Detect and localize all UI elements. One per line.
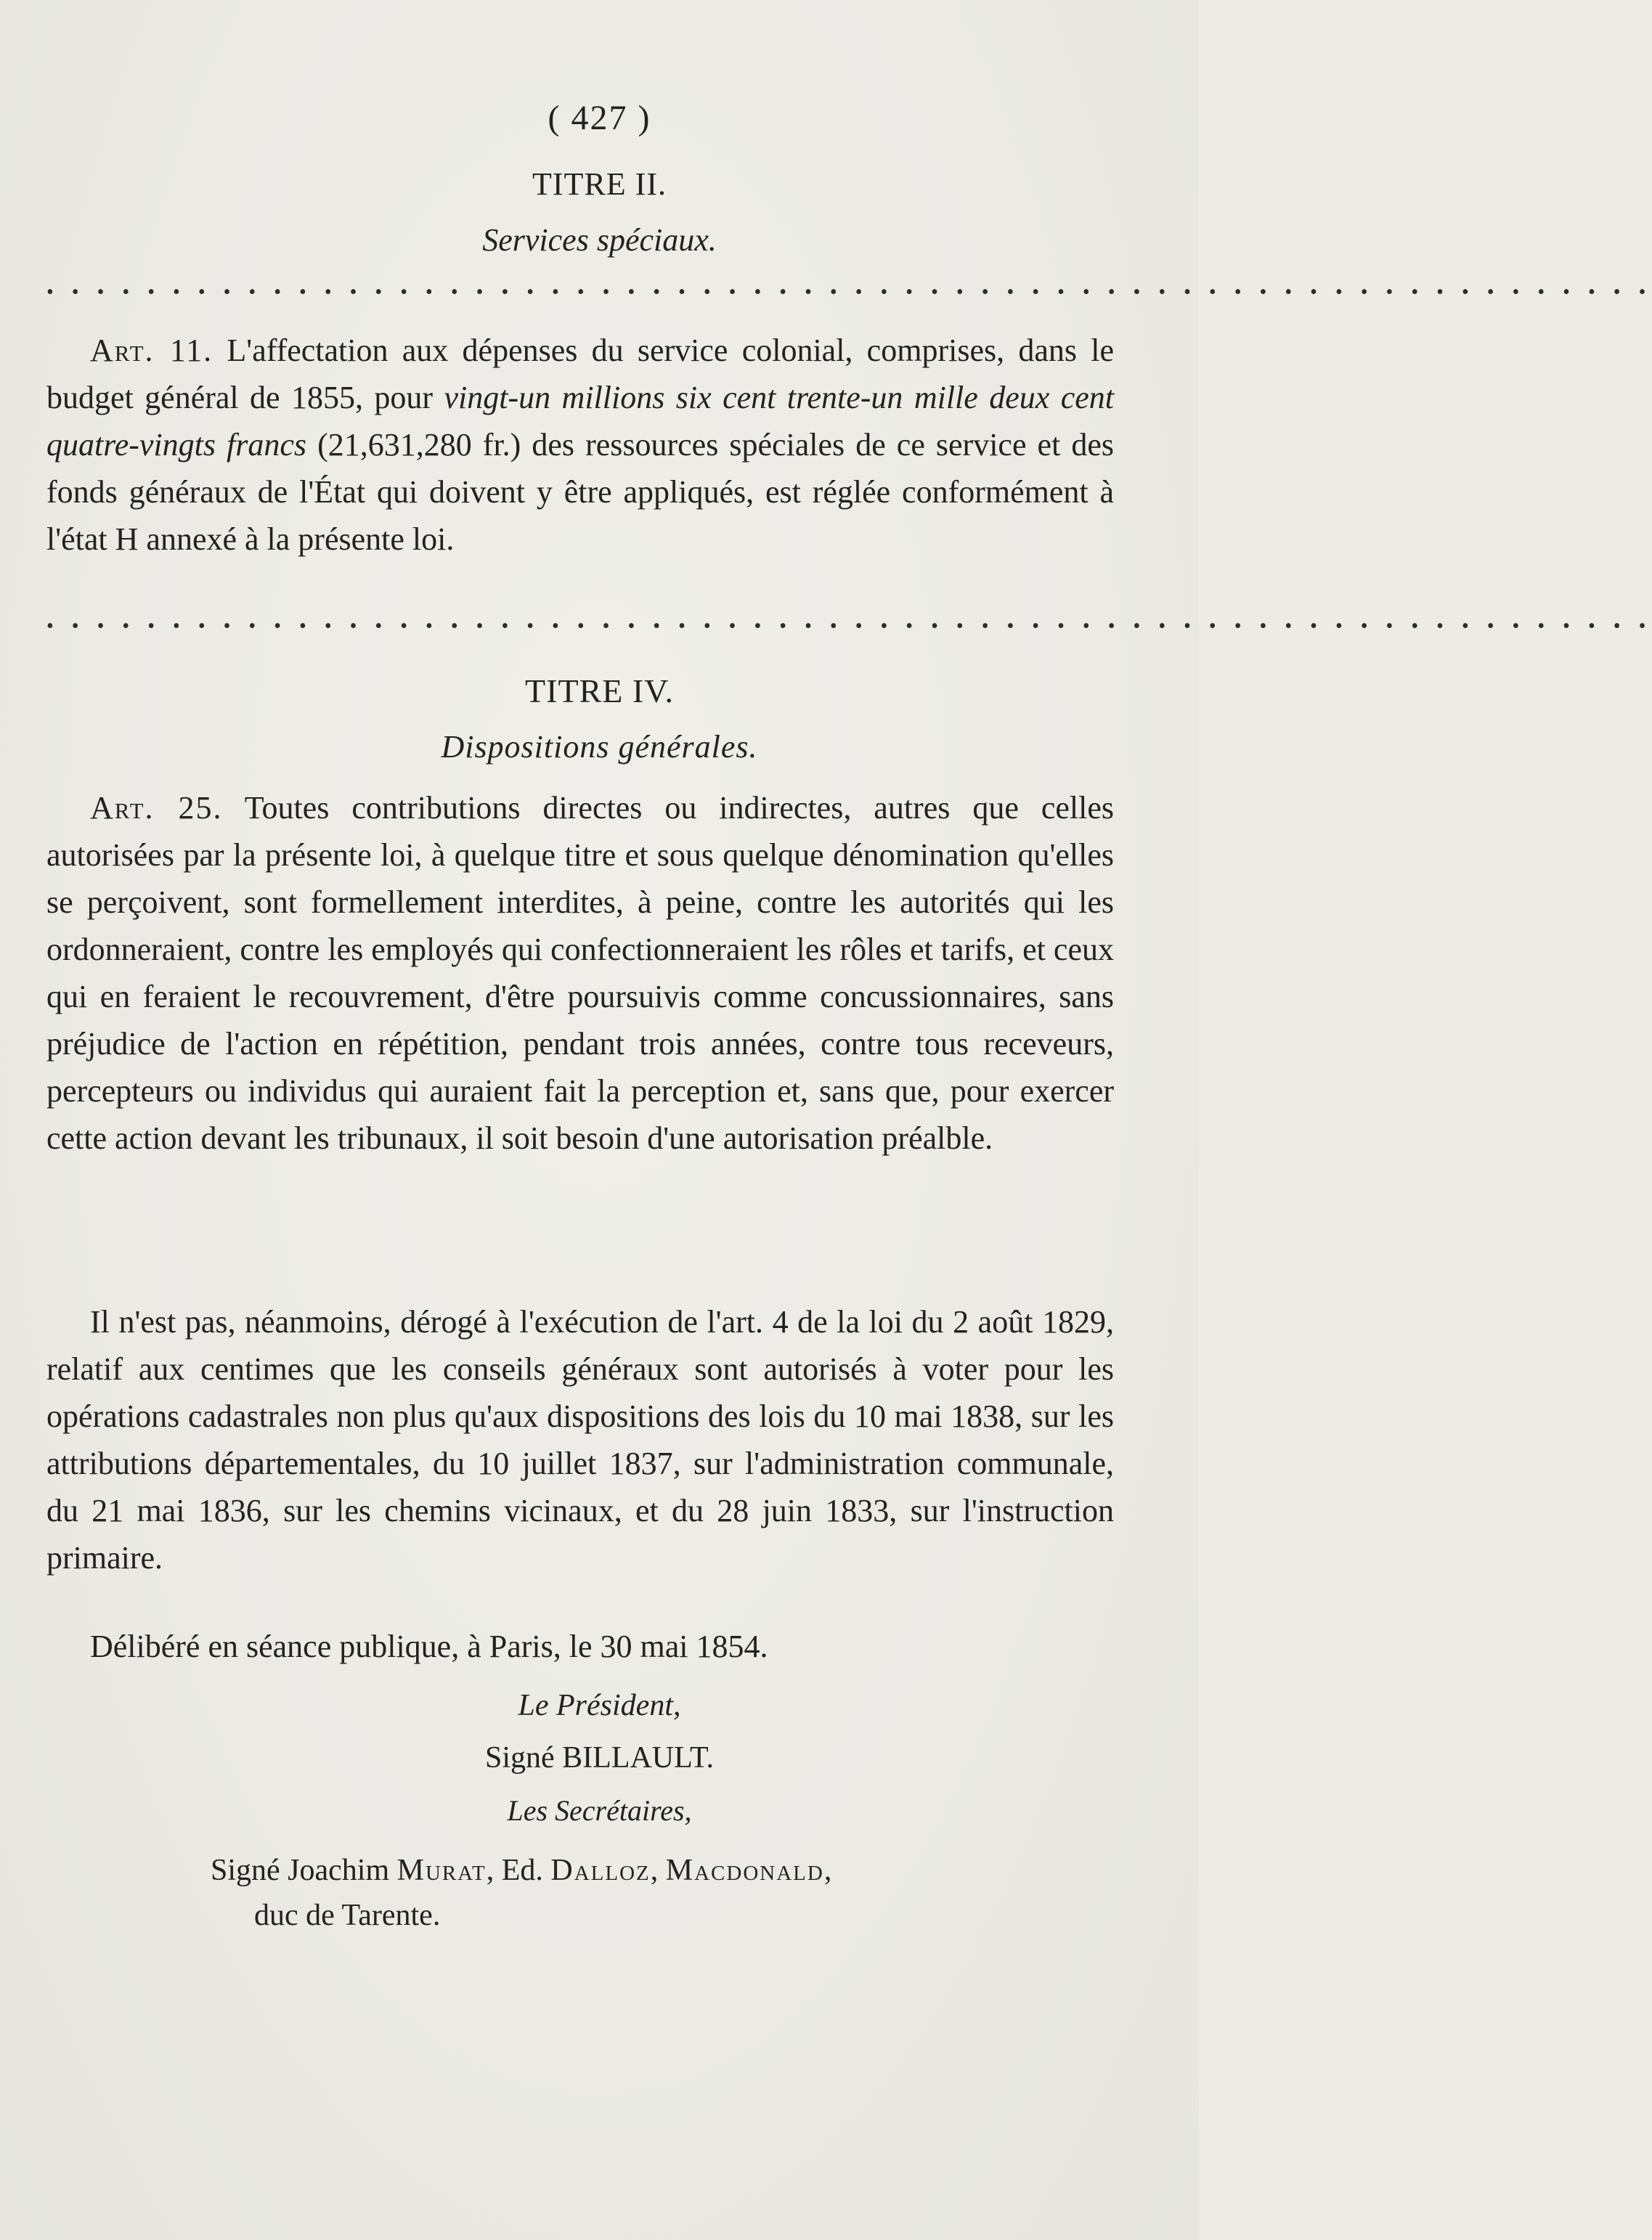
secretary-suffix: , (823, 1854, 832, 1887)
secretaries-signature (211, 1848, 1155, 1938)
article-25-label: Art. 25. (90, 790, 223, 826)
derogation-paragraph: Il n'est pas, néanmoins, dérogé à l'exécution de l'art. 4 de la loi du 2 août 1829, relatif aux centimes que les conseils généraux sont autorisés à voter pour les opérations cadastrales non plus qu'aux dispositions des lois du 10 mai 1838, sur les attributions départementales, du 10 juillet 1837, sur l'administration communale, du 21 mai 1836, sur les chemins vicinaux, et du 28 juin 1833, sur l'instruction primaire. (46, 1304, 1114, 1576)
president-signature: Signé BILLAULT. (485, 1741, 714, 1775)
secretaries-prefix: Signé Joachim (211, 1854, 397, 1887)
secretary-murat: Murat (396, 1854, 487, 1887)
secretary-sep-2: , (650, 1854, 666, 1887)
title-4-subheading: Dispositions générales. (441, 729, 758, 765)
secretary-macdonald: Macdonald (665, 1854, 824, 1887)
title-4-heading: TITRE IV. (525, 672, 674, 709)
secretary-3-title: duc de Tarente. (254, 1899, 441, 1932)
article-11-paragraph (46, 327, 1114, 563)
president-title: Le Président, (518, 1689, 681, 1722)
article-25-text: Toutes contributions directes ou indirectes, autres que celles autorisées par la présente loi, à quelque titre et sous quelque dénomination qu'elles se perçoivent, sont formellement interdites, à peine, contre les autorités qui les ordonneraient, contre les employés qui confectionneraient les rôles et tarifs, et ceux qui en feraient le recouvrement, d'être poursuivis comme concussionnaires, sans préjudice de l'action en répétition, pendant trois années, contre tous receveurs, percepteurs ou individus qui auraient fait la perception et, sans que, pour exercer cette action devant les tribunaux, il soit besoin d'une autorisation préalble. (46, 790, 1115, 1156)
page-number: ( 427 ) (548, 99, 651, 137)
article-25-paragraph (46, 784, 1114, 1162)
title-2-heading: TITRE II. (532, 166, 667, 202)
article-11-text-b: (21,631,280 fr.) des ressources spéciales de ce service et des fonds généraux de l'État qui doivent y être appliqués, est réglée conformément à l'état H annexé à la présente loi. (46, 427, 1114, 557)
article-11-amount-words: vingt-un millions six cent trente-un mille deux cent quatre-vingts francs (46, 380, 1114, 463)
dot-leader-1: • • • • • • • • • • • • • • • • • • • • • • • • • • • • • • • • • • • • • • • • • • • • • • • • • • • • • • • • • • • • • • • • (46, 281, 1652, 304)
article-11-text-a: L'affectation aux dépenses du service colonial, comprises, dans le budget général de 1855, pour (46, 333, 1114, 415)
dot-leader-2: • • • • • • • • • • • • • • • • • • • • • • • • • • • • • • • • • • • • • • • • • • • • • • • • • • • • • • • • • • • • • • • • (46, 615, 1652, 638)
secretaries-title: Les Secrétaires, (507, 1794, 692, 1827)
article-11-label: Art. 11. (90, 333, 213, 368)
secretary-sep-1: , Ed. (486, 1854, 551, 1887)
secretary-dalloz: Dalloz (550, 1854, 651, 1887)
title-2-subheading: Services spéciaux. (482, 222, 717, 258)
deliberation-line: Délibéré en séance publique, à Paris, le 30 mai 1854. (90, 1629, 768, 1664)
